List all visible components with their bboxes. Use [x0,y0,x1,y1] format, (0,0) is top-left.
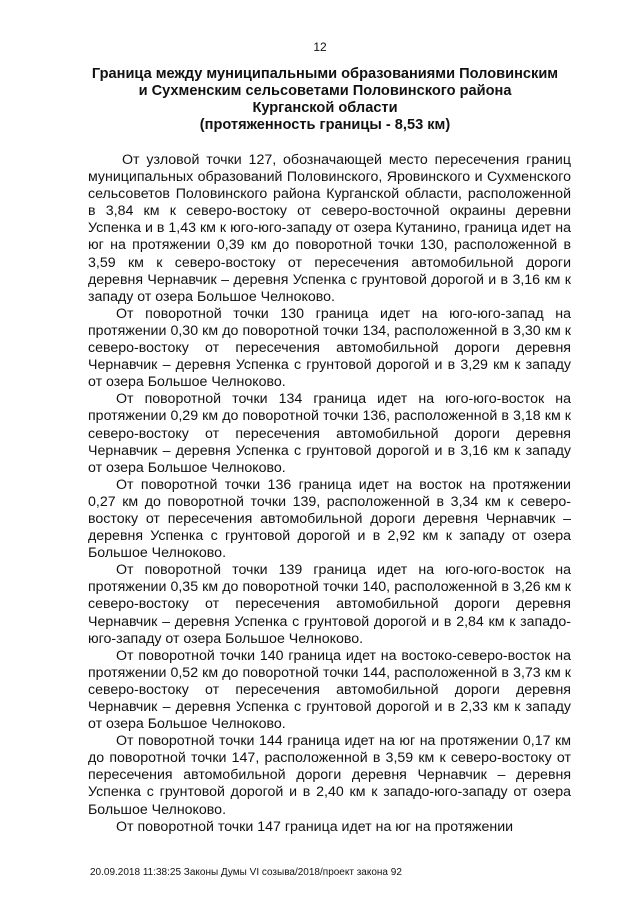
document-body [88,152,571,836]
paragraph-point-147: От поворотной точки 147 граница идет на юг на протяжении [116,818,514,835]
paragraph-point-134: От поворотной точки 134 граница идет на юго-юго-восток на протяжении 0,29 км до поворотной точки 136, расположенной в 3,18 км к северо-востоку от пересечения автомобильной дороги деревня Чернавчик – деревня Успенка с грунтовой дорогой и в 3,16 км к западу от озера Большое Челноково. [88,391,571,476]
title-line: Курганской области [252,100,398,116]
paragraph-point-127: От узловой точки 127, обозначающей место пересечения границ муниципальных образований Половинского, Яровинского и Сухменского сельсоветов Половинского района Курганской области, расположенной в 3,84 км к северо-востоку от северо-восточной окраины деревни Успенка и в 1,43 км к юго-юго-западу от озера Кутанино, граница идет на юг на протяжении 0,39 км до поворотной точки 130, расположенной в 3,59 км к северо-востоку от пересечения автомобильной дороги деревня Чернавчик – деревня Успенка с грунтовой дорогой и в 3,16 км к западу от озера Большое Челноково. [88,152,571,305]
paragraph-point-144: От поворотной точки 144 граница идет на юг на протяжении 0,17 км до поворотной точки 147, расположенной в 3,59 км к северо-востоку от пересечения автомобильной дороги деревня Чернавчик – деревня Успенка с грунтовой дорогой и в 2,40 км к западо-юго-западу от озера Большое Челноково. [88,733,571,818]
paragraph-point-140: От поворотной точки 140 граница идет на востоко-северо-восток на протяжении 0,52 км до поворотной точки 144, расположенной в 3,73 км к северо-востоку от пересечения автомобильной дороги деревня Чернавчик – деревня Успенка с грунтовой дорогой и в 2,33 км к западу от озера Большое Челноково. [88,647,571,733]
document-title [86,66,564,134]
title-line: (протяженность границы - 8,53 км) [199,117,451,133]
page-number: 12 [313,40,327,54]
paragraph-point-139: От поворотной точки 139 граница идет на юго-юго-восток на протяжении 0,35 км до поворотной точки 140, расположенной в 3,26 км к северо-востоку от пересечения автомобильной дороги деревня Чернавчик – деревня Успенка с грунтовой дорогой и в 2,84 км к западо-юго-западу от озера Большое Челноково. [88,562,571,647]
paragraph-point-130: От поворотной точки 130 граница идет на юго-юго-запад на протяжении 0,30 км до поворотной точки 134, расположенной в 3,30 км к северо-востоку от пересечения автомобильной дороги деревня Чернавчик – деревня Успенка с грунтовой дорогой и в 3,29 км к западу от озера Большое Челноково. [88,305,571,391]
title-line: Граница между муниципальными образованиями Половинским [91,66,559,82]
paragraph-point-136: От поворотной точки 136 граница идет на восток на протяжении 0,27 км до поворотной точки 139, расположенной в 3,34 км к северо-востоку от пересечения автомобильной дороги деревня Чернавчик – деревня Успенка с грунтовой дорогой и в 2,92 км к западу от озера Большое Челноково. [88,476,571,562]
document-footer: 20.09.2018 11:38:25 Законы Думы VI созыва/2018/проект закона 92 [90,867,402,878]
title-line: и Сухменским сельсоветами Половинского района [138,83,512,99]
